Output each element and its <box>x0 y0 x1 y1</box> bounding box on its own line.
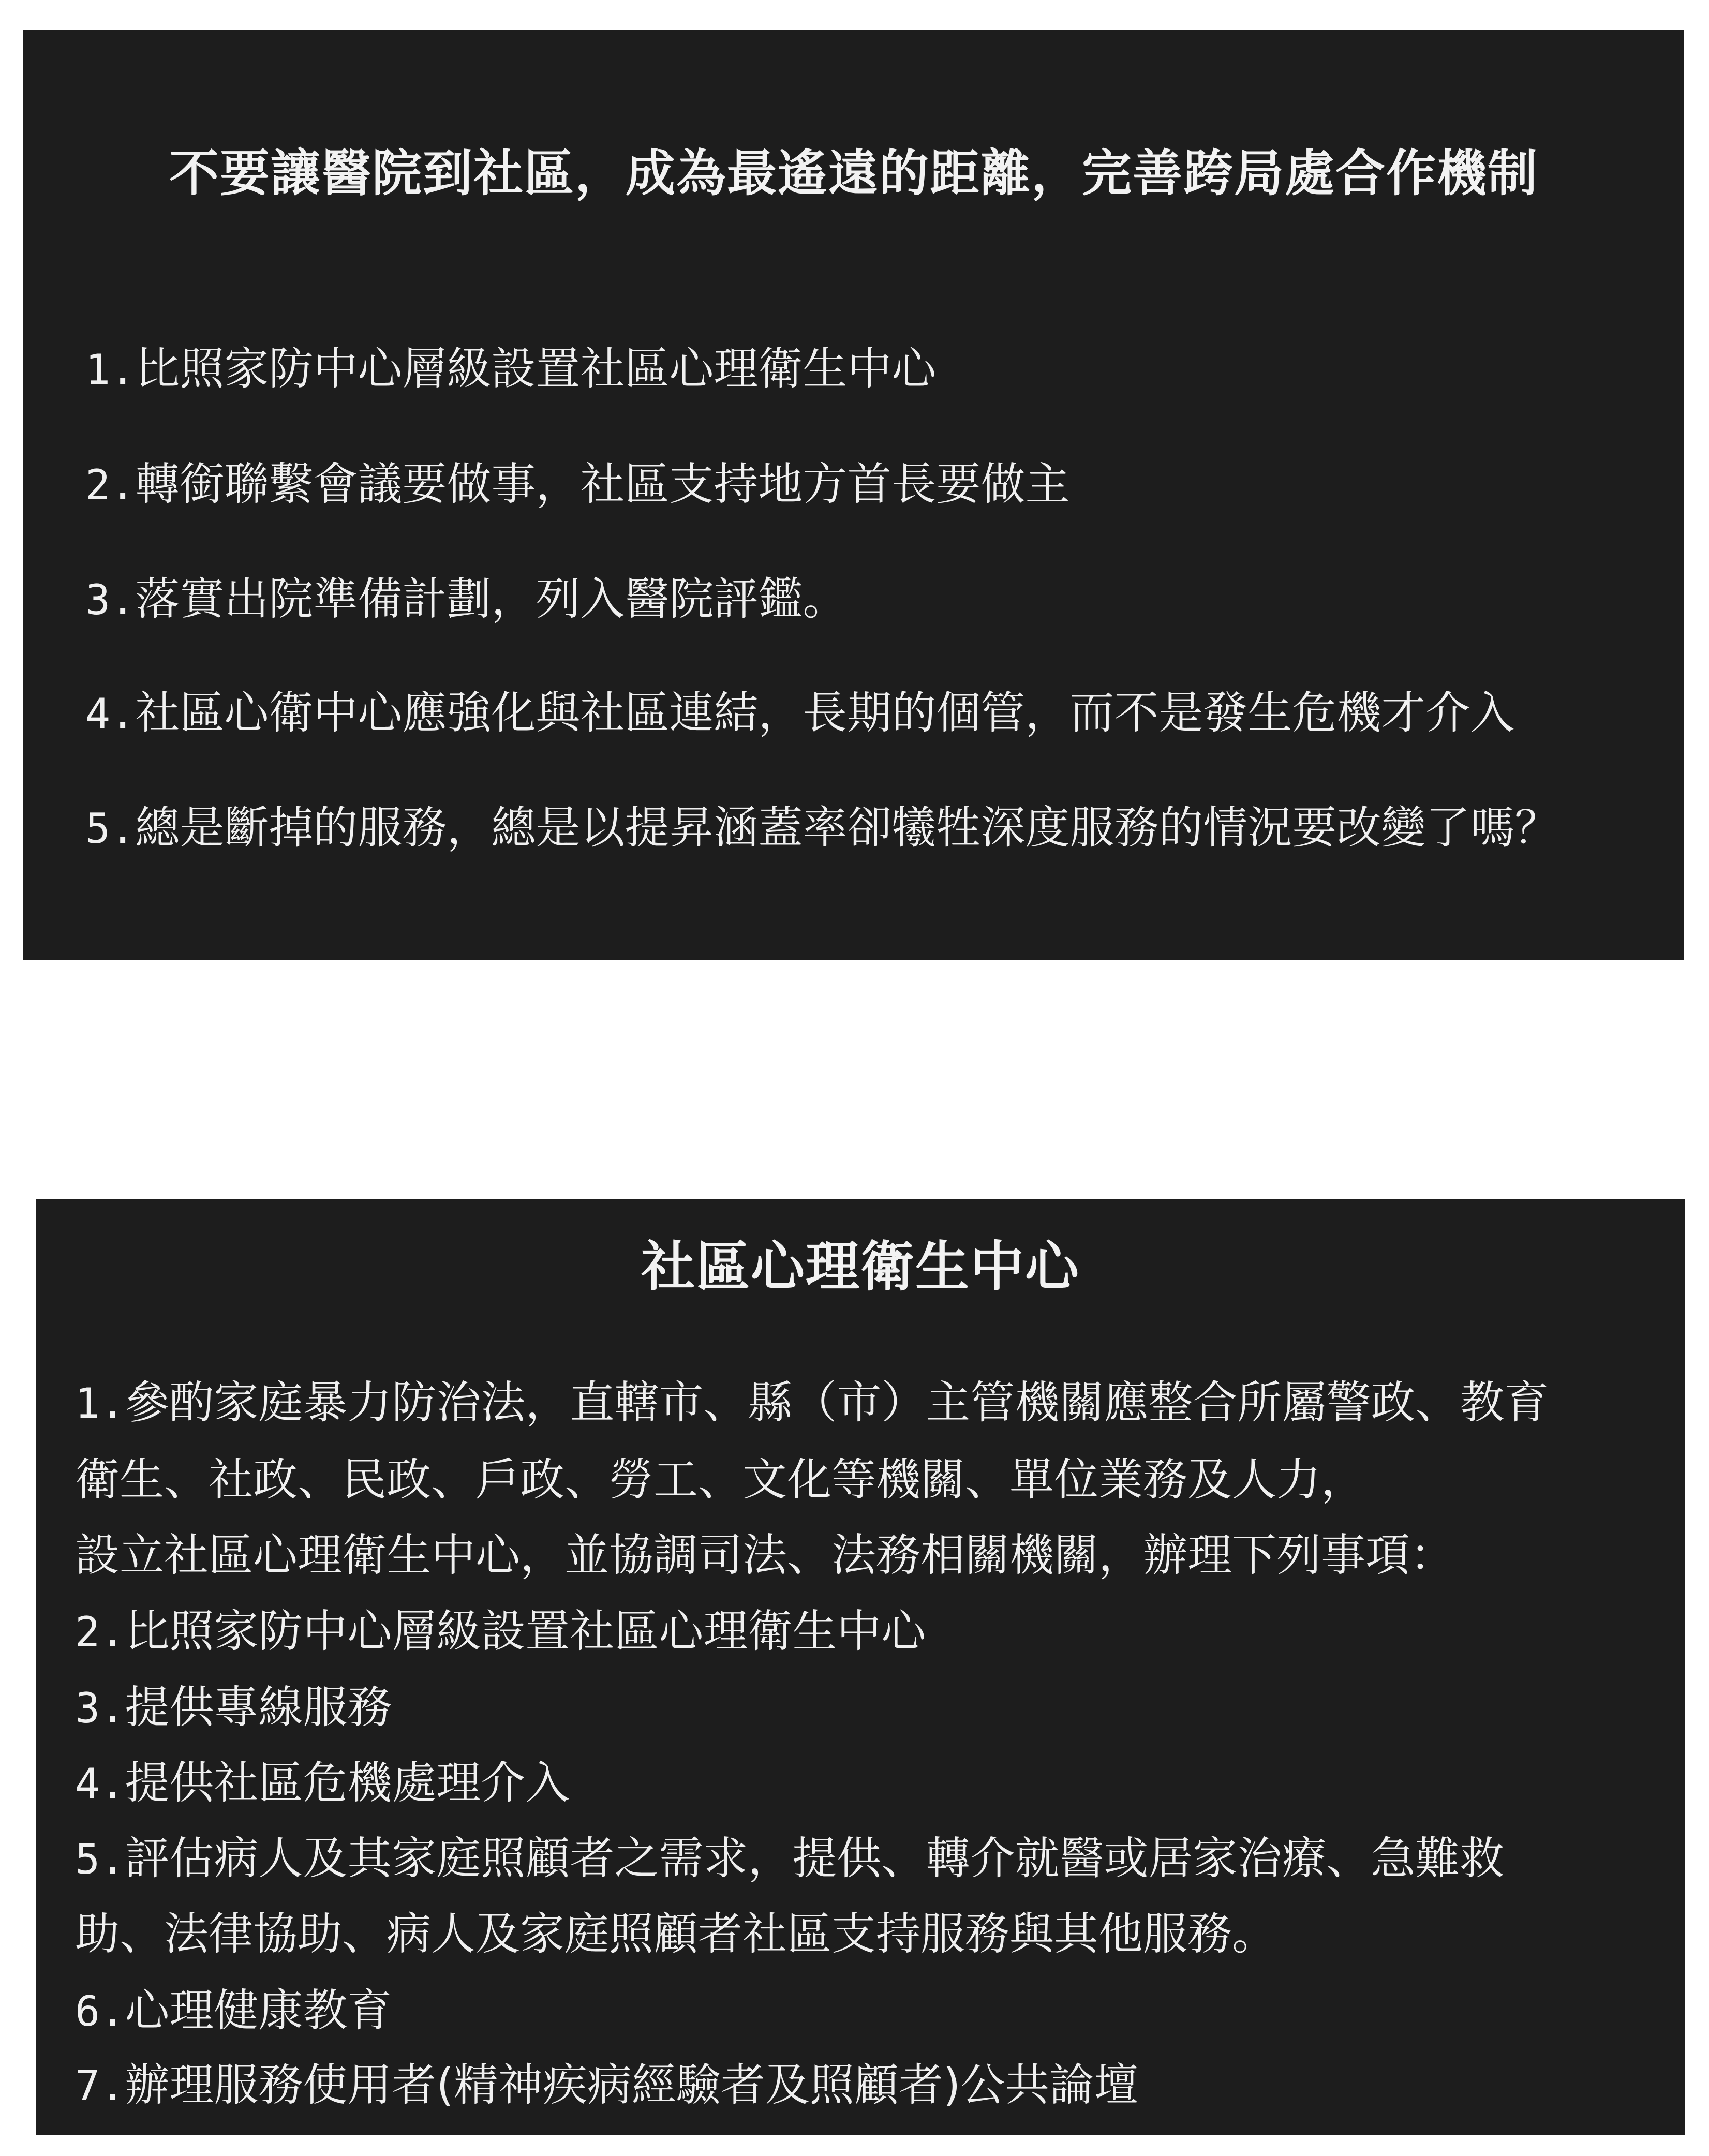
item-text: 總是斷掉的服務，總是以提昇涵蓋率卻犧牲深度服務的情況要改變了嗎？ <box>135 802 1559 854</box>
list-item <box>75 1600 926 1663</box>
list-item <box>75 1752 570 1815</box>
list-item <box>75 1676 392 1739</box>
list-item <box>75 1980 392 2043</box>
list-item <box>85 338 936 401</box>
item-number: 3. <box>85 576 136 624</box>
item-text: 提供專線服務 <box>125 1682 392 1733</box>
item-number: 1. <box>75 1379 125 1428</box>
item-continuation-line: 設立社區心理衛生中心，並協調司法、法務相關機關，辦理下列事項： <box>75 1529 1454 1581</box>
list-item <box>85 682 1514 745</box>
item-text: 心理健康教育 <box>125 1985 392 2036</box>
item-continuation-line: 助、法律協助、病人及家庭照顧者社區支持服務與其他服務。 <box>75 1908 1276 1960</box>
item-number: 4. <box>85 690 136 738</box>
list-item <box>85 453 1069 516</box>
item-text: 比照家防中心層級設置社區心理衛生中心 <box>125 1605 926 1657</box>
item-text: 參酌家庭暴力防治法，直轄市、縣（市）主管機關應整合所屬警政、教育 <box>125 1377 1549 1429</box>
panel-title: 不要讓醫院到社區，成為最遙遠的距離，完善跨局處合作機制 <box>169 144 1538 202</box>
list-item <box>85 568 847 631</box>
list-item <box>75 1372 1549 1435</box>
item-text: 社區心衛中心應強化與社區連結，長期的個管，而不是發生危機才介入 <box>135 687 1515 739</box>
list-item <box>75 1827 1504 1891</box>
item-text: 轉銜聯繫會議要做事，社區支持地方首長要做主 <box>135 458 1070 510</box>
item-number: 4. <box>75 1760 125 1808</box>
list-item <box>85 797 1559 860</box>
panel-title: 社區心理衛生中心 <box>641 1235 1080 1298</box>
item-continuation-line: 衛生、社政、民政、戶政、勞工、文化等機關、單位業務及人力， <box>75 1454 1365 1506</box>
list-item <box>75 2054 1138 2117</box>
item-text: 評估病人及其家庭照顧者之需求，提供、轉介就醫或居家治療、急難救 <box>125 1833 1505 1884</box>
item-text: 比照家防中心層級設置社區心理衛生中心 <box>135 343 937 395</box>
item-number: 3. <box>75 1684 125 1732</box>
improvement-panel <box>23 30 1684 960</box>
item-text: 辦理服務使用者(精神疾病經驗者及照顧者)公共論壇 <box>125 2059 1139 2111</box>
community-mental-health-center-panel <box>36 1199 1685 2135</box>
item-number: 1. <box>85 346 136 394</box>
item-number: 5. <box>85 805 136 853</box>
item-number: 5. <box>75 1835 125 1883</box>
item-number: 7. <box>75 2062 125 2110</box>
item-text: 提供社區危機處理介入 <box>125 1757 570 1809</box>
item-number: 2. <box>85 461 136 509</box>
item-number: 2. <box>75 1608 125 1656</box>
item-number: 6. <box>75 1987 125 2035</box>
item-text: 落實出院準備計劃，列入醫院評鑑。 <box>135 573 848 625</box>
